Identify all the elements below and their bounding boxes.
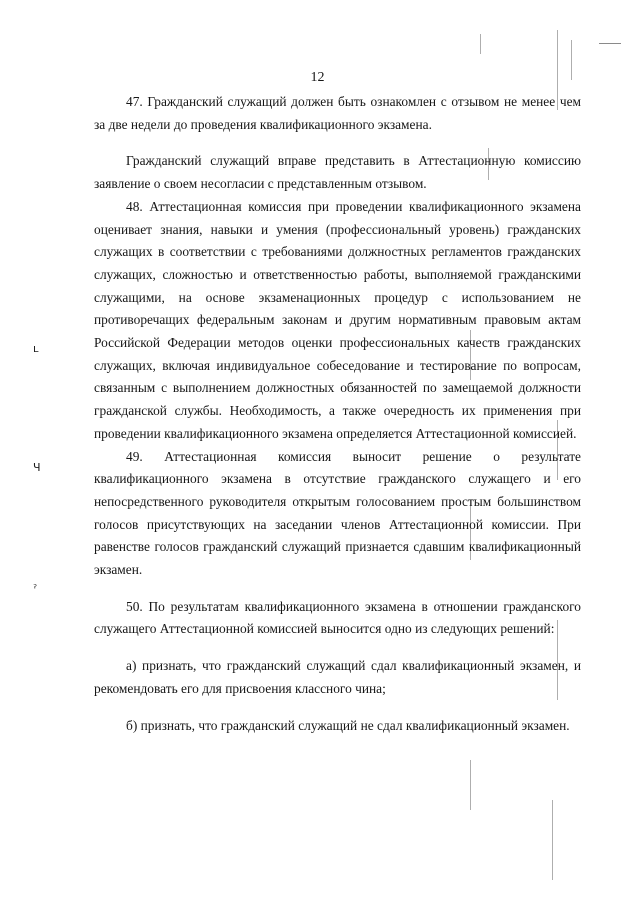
paragraph-50-item-b: б) признать, что гражданский служащий не сдал квалификационный экзамен. [126,717,570,733]
scan-speck: Ч [33,461,41,474]
scan-mark [599,43,621,44]
page-number: 12 [310,70,325,85]
scan-line [470,760,471,810]
paragraph-47-continued: Гражданский служащий вправе представить в Аттестационную комиссию заявление о своем несогласии с представленным отзывом. [94,153,581,192]
scan-line [480,34,481,54]
scan-line [552,800,553,880]
paragraph-50: 50. По результатам квалификационного экзамена в отношении гражданского служащего Аттестационной комиссией выносится одно из следующих решений: [94,598,581,637]
paragraph-49: 49. Аттестационная комиссия выносит решение о результате квалификационного экзамена в отсутствие гражданского служащего и его непосредственного руководителя открытым голосованием простым большинством голосов присутствующих на заседании членов Аттестационной комиссии. При равенстве голосов гражданский служащий признается сдавшим квалификационный экзамен. [94,448,581,578]
paragraph-47: 47. Гражданский служащий должен быть ознакомлен с отзывом не менее чем за две недели до проведения квалификационного экзамена. [94,94,581,132]
scan-speck: ˀ [33,582,38,595]
paragraph-50-item-a: а) признать, что гражданский служащий сдал квалификационный экзамен, и рекомендовать его для присвоения классного чина; [94,658,581,696]
scan-speck: ʟ [33,342,39,355]
document-body [94,91,581,737]
paragraph-48: 48. Аттестационная комиссия при проведении квалификационного экзамена оценивает знания, навыки и умения (профессиональный уровень) гражданских служащих в соответствии с требованиями должностных регламентов гражданских служащих, сложностью и ответственностью работы, выполняемой гражданскими служащими, на основе экзаменационных процедур с использованием не противоречащих федеральным законам и другим нормативным правовым актам Российской Федерации методов оценки профессиональных качеств гражданских служащих, включая индивидуальное собеседование и тестирование по вопросам, связанным с выполнением должностных обязанностей по замещаемой должности гражданской службы. Необходимость, а также очередность их применения при проведении квалификационного экзамена определяется Аттестационной комиссией. [94,198,581,441]
